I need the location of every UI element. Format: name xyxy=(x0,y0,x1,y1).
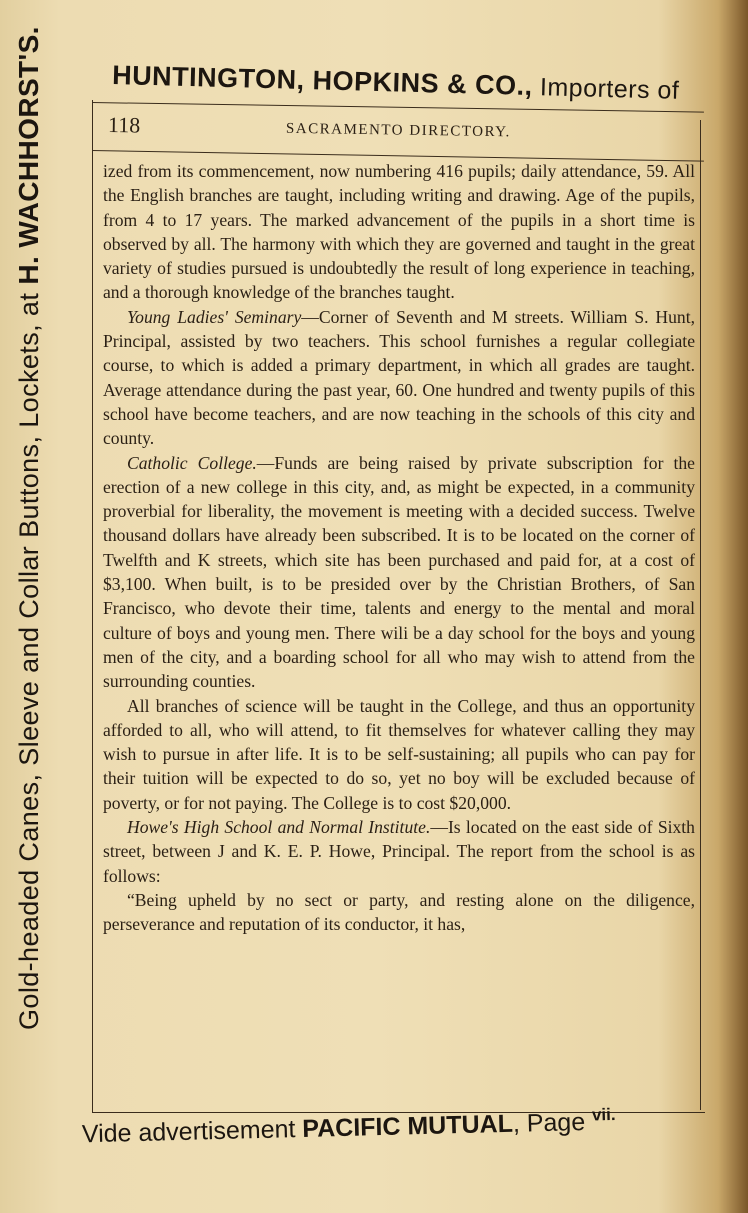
seminary-text: —Corner of Seventh and M streets. William S. Hunt, Principal, assisted by two teachers. This school furnishes a regular collegiate course, to which is added a primary department, in which all grades are taught. Average attendance during the past year, 60. One hundred and twenty pupils of this school have become teachers, and are now teaching in the schools of this city and county. xyxy=(103,306,695,449)
high-school-title: Howe's High School and Normal Institute. xyxy=(127,817,431,838)
running-title: SACRAMENTO DIRECTORY. xyxy=(285,120,511,141)
paragraph-catholic-college xyxy=(103,451,695,694)
page-number: 118 xyxy=(107,112,141,138)
top-ad-company: HUNTINGTON, HOPKINS & CO., xyxy=(111,60,533,102)
frame-right-rule xyxy=(700,120,701,1110)
college-title: Catholic College. xyxy=(127,452,257,473)
paragraph-young-ladies-seminary xyxy=(103,305,695,451)
paragraph-howes-high-school xyxy=(103,815,695,888)
bottom-ad-company: PACIFIC MUTUAL xyxy=(302,1109,514,1143)
side-ad-name: H. WACHHORST'S. xyxy=(13,26,44,293)
bottom-ad-page: vii. xyxy=(591,1104,616,1125)
bottom-ad-pre: Vide advertisement xyxy=(81,1114,303,1149)
paragraph-report-quote: “Being upheld by no sect or party, and resting alone on the diligence, perseverance and reputation of its conductor, it has, xyxy=(103,889,695,935)
seminary-title: Young Ladies' Seminary xyxy=(127,306,302,327)
paragraph-continuation: ized from its commencement, now numbering 416 pupils; daily attendance, 59. All the English branches are taught, including writing and drawing. Age of the pupils, from 4 to 17 years. The marked advancement of the pupils in a short time is observed by all. The harmony with which they are governed and taught in the great variety of studies pursued is undoubtedly the result of long experience in teaching, and a thorough knowledge of the branches taught. xyxy=(103,161,695,303)
body-text xyxy=(103,159,695,1099)
bottom-ad-mid: , Page xyxy=(512,1107,593,1138)
college-text: —Funds are being raised by private subscription for the erection of a new college in this city, and, as might be expected, in a community proverbial for liberality, the movement is meeting with a decided success. Twelve thousand dollars have already been subscribed. It is to be located on the corner of Twelfth and K streets, which site has been purchased and paid for, at a cost of $3,100. When built, is to be presided over by the Christian Brothers, of San Francisco, who devote their time, talents and energy to the mental and moral culture of boys and young men. There wili be a day school for the boys and young men of the city, and a boarding school for all who may wish to attend from the surrounding counties. xyxy=(103,452,695,692)
side-ad-text: Gold-headed Canes, Sleeve and Collar Buttons, Lockets, at xyxy=(14,292,44,1030)
paragraph-college-branches: All branches of science will be taught in the College, and thus an opportunity afforded to all, who will attend, to fit themselves for whatever calling they may wish to pursue in after life. It is to be self-sustaining; all pupils who can pay for their tuition will be expected to do so, yet no boy will be excluded because of poverty, or for not paying. The College is to cost $20,000. xyxy=(103,695,695,813)
high-school-text: —Is located on the east side of Sixth street, between J and K. E. P. Howe, Principal. The report from the school is as follows: xyxy=(103,817,695,886)
top-ad-tail: Importers of xyxy=(532,73,680,105)
side-margin-advertisement xyxy=(13,26,61,1030)
